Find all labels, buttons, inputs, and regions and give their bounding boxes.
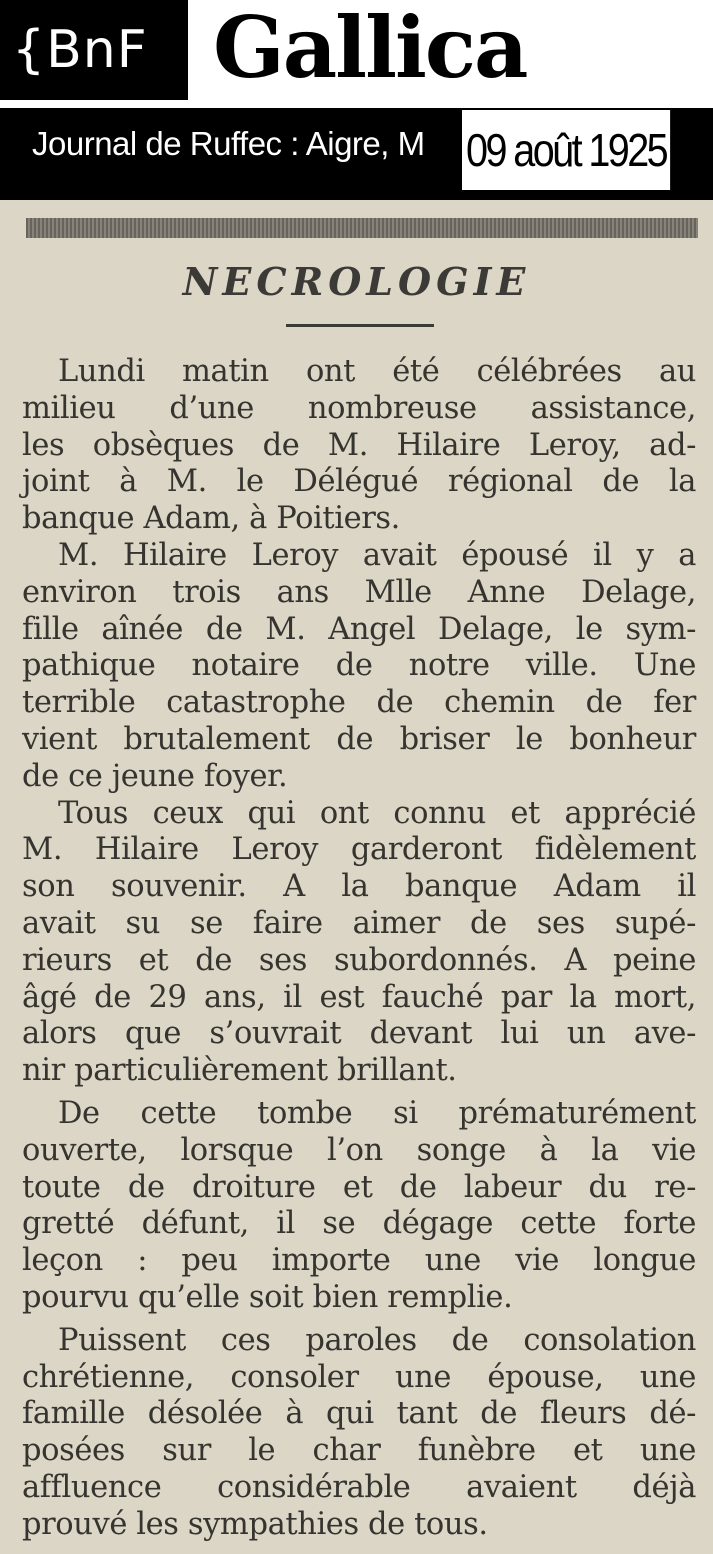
text-line: Puissent ces paroles de consolation (58, 1322, 696, 1358)
text-line: terrible catastrophe de chemin de fer (22, 685, 696, 721)
article-heading: NECROLOGIE (182, 259, 531, 304)
decorative-rule (26, 218, 698, 238)
journal-title: Journal de Ruffec : Aigre, M (32, 125, 425, 162)
text-line: prouvé les sympathies de tous. (22, 1506, 488, 1542)
text-line: affluence considérable avaient déjà (22, 1469, 696, 1505)
text-line: pathique notaire de notre ville. Une (22, 648, 696, 684)
text-line: toute de droiture et de labeur du re- (22, 1169, 696, 1205)
issue-date: 09 août 1925 (462, 110, 670, 190)
text-line: de ce jeune foyer. (22, 758, 288, 794)
text-line: ouverte, lorsque l’on songe à la vie (22, 1132, 696, 1168)
text-line: famille désolée à qui tant de fleurs dé- (22, 1396, 696, 1432)
text-line: M. Hilaire Leroy garderont fidèlement (22, 832, 696, 868)
text-line: environ trois ans Mlle Anne Delage, (22, 574, 696, 610)
gallica-site-title[interactable]: Gallica (213, 0, 527, 97)
text-line: chrétienne, consoler une épouse, une (22, 1359, 696, 1395)
text-line: vient brutalement de briser le bonheur (22, 721, 696, 757)
text-line: Lundi matin ont été célébrées au (58, 354, 696, 389)
text-line: rieurs et de ses subordonnés. A peine (22, 942, 696, 978)
newspaper-scan (0, 200, 713, 1554)
text-line: son souvenir. A la banque Adam il (22, 869, 696, 905)
text-line: alors que s’ouvrait devant lui un ave- (22, 1016, 696, 1052)
text-line: avait su se faire aimer de ses supé- (22, 905, 696, 941)
bnf-logo[interactable]: {BnF (0, 0, 188, 100)
text-line: De cette tombe si prématurément (58, 1095, 696, 1131)
text-line: leçon : peu importe une vie longue (22, 1243, 696, 1279)
heading-divider (286, 324, 434, 327)
text-line: banque Adam, à Poitiers. (22, 501, 400, 537)
text-line: posées sur le char funèbre et une (22, 1433, 696, 1469)
text-line: fille aînée de M. Angel Delage, le sym- (22, 611, 696, 647)
text-line: M. Hilaire Leroy avait épousé il y a (58, 537, 696, 573)
article-body (22, 354, 696, 1544)
text-line: milieu d’une nombreuse assistance, (22, 390, 696, 426)
text-line: pourvu qu’elle soit bien remplie. (22, 1279, 513, 1315)
text-line: Tous ceux qui ont connu et apprécié (58, 795, 696, 831)
text-line: gretté défunt, il se dégage cette forte (22, 1206, 696, 1242)
text-line: joint à M. le Délégué régional de la (22, 464, 696, 500)
text-line: âgé de 29 ans, il est fauché par la mort, (22, 979, 696, 1015)
text-line: nir particulièrement brillant. (22, 1053, 457, 1089)
text-line: les obsèques de M. Hilaire Leroy, ad- (22, 427, 696, 463)
